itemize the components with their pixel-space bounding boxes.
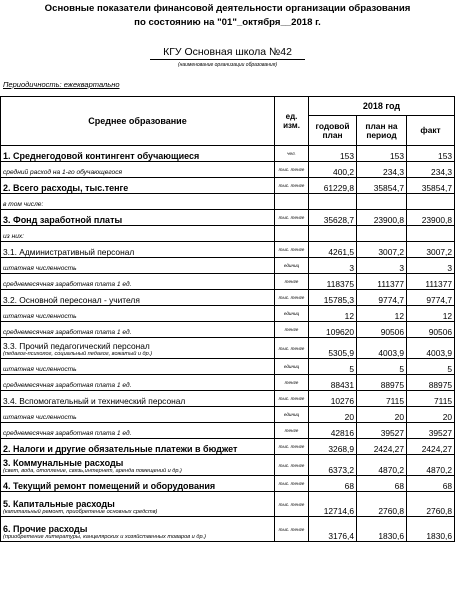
row-label-cell	[1, 492, 275, 517]
table-row	[1, 290, 455, 306]
row-label: штатная численность	[3, 414, 77, 421]
row-fact-value: 4003,9	[407, 338, 455, 359]
table-row	[1, 517, 455, 542]
row-plan-value: 400,2	[309, 162, 357, 178]
row-fact-value: 20	[407, 407, 455, 423]
table-row	[1, 274, 455, 290]
table-row	[1, 322, 455, 338]
row-label: среднемесячная заработная плата 1 ед.	[3, 430, 132, 437]
table-row	[1, 242, 455, 258]
row-plan-value: 6373,2	[309, 455, 357, 476]
row-plan-value: 3176,4	[309, 517, 357, 542]
row-plan-value: 118375	[309, 274, 357, 290]
row-label-cell	[1, 210, 275, 226]
header-unit-column: ед. изм.	[275, 97, 309, 146]
row-fact-value: 68	[407, 476, 455, 492]
row-period-value: 2760,8	[357, 492, 407, 517]
row-unit: тыс. тенге	[275, 178, 309, 194]
table-row	[1, 375, 455, 391]
row-period-value: 2424,27	[357, 439, 407, 455]
table-row	[1, 258, 455, 274]
table-row	[1, 359, 455, 375]
row-unit: тыс. тенге	[275, 517, 309, 542]
row-label-cell	[1, 407, 275, 423]
row-period-value: 39527	[357, 423, 407, 439]
row-label-cell	[1, 455, 275, 476]
row-label: 3.1. Административный персонал	[3, 247, 135, 257]
row-unit: тыс. тенге	[275, 492, 309, 517]
row-label: 4. Текущий ремонт помещений и оборудования	[3, 481, 216, 491]
row-fact-value: 1830,6	[407, 517, 455, 542]
row-period-value	[357, 194, 407, 210]
row-period-value: 90506	[357, 322, 407, 338]
table-row	[1, 407, 455, 423]
table-row	[1, 146, 455, 162]
row-label: средний расход на 1-го обучающегося	[3, 169, 123, 176]
table-row	[1, 210, 455, 226]
row-label: в том числе:	[3, 201, 44, 208]
row-period-value: 23900,8	[357, 210, 407, 226]
row-label: 5. Капитальные расходы	[3, 499, 115, 509]
row-label: 1. Среднегодовой контингент обучающиеся	[3, 151, 200, 161]
row-fact-value	[407, 194, 455, 210]
header-label-column: Среднее образование	[1, 97, 275, 146]
row-label-cell	[1, 423, 275, 439]
row-plan-value: 61229,8	[309, 178, 357, 194]
row-label-cell	[1, 242, 275, 258]
row-plan-value: 5	[309, 359, 357, 375]
row-period-value: 1830,6	[357, 517, 407, 542]
header-period-plan: план на период	[357, 116, 407, 146]
row-label-cell	[1, 359, 275, 375]
row-fact-value: 88975	[407, 375, 455, 391]
row-unit: тенге	[275, 274, 309, 290]
row-label-cell	[1, 274, 275, 290]
row-label: среднемесячная заработная плата 1 ед.	[3, 382, 132, 389]
row-fact-value: 2424,27	[407, 439, 455, 455]
row-period-value: 3007,2	[357, 242, 407, 258]
table-row	[1, 226, 455, 242]
row-fact-value: 5	[407, 359, 455, 375]
row-label: 3.3. Прочий педагогический персонал	[3, 341, 150, 351]
organization-underline	[150, 59, 305, 60]
row-unit: тыс. тенге	[275, 391, 309, 407]
row-fact-value: 90506	[407, 322, 455, 338]
row-label-cell	[1, 338, 275, 359]
row-label: 3. Коммунальные расходы	[3, 458, 124, 468]
organization-name: КГУ Основная школа №42	[163, 46, 292, 58]
row-period-value: 20	[357, 407, 407, 423]
row-sublabel: (свет, вода, отопление, связь,интернет, арендa помещений и др.)	[3, 468, 182, 474]
row-period-value: 234,3	[357, 162, 407, 178]
periodicity-label: Периодичность: ежеквартально	[3, 80, 120, 89]
row-label-cell	[1, 194, 275, 210]
row-plan-value: 109620	[309, 322, 357, 338]
row-period-value: 4870,2	[357, 455, 407, 476]
row-plan-value: 153	[309, 146, 357, 162]
row-unit: тенге	[275, 423, 309, 439]
row-label: 3.2. Основной пересонал - учителя	[3, 295, 140, 305]
row-unit: тыс. тенге	[275, 455, 309, 476]
row-period-value: 3	[357, 258, 407, 274]
row-label-cell	[1, 290, 275, 306]
row-fact-value: 234,3	[407, 162, 455, 178]
row-label: 2. Налоги и другие обязательные платежи в бюджет	[3, 444, 238, 454]
organization-caption: (наименование организации образования)	[177, 62, 278, 68]
row-label-cell	[1, 162, 275, 178]
row-unit	[275, 194, 309, 210]
row-unit: единиц	[275, 407, 309, 423]
row-label-cell	[1, 258, 275, 274]
row-plan-value: 35628,7	[309, 210, 357, 226]
row-unit	[275, 226, 309, 242]
row-unit: тыс. тенге	[275, 439, 309, 455]
row-unit: единиц	[275, 258, 309, 274]
row-label: среднемесячная заработная плата 1 ед.	[3, 281, 132, 288]
row-label-cell	[1, 391, 275, 407]
row-fact-value: 12	[407, 306, 455, 322]
header-year: 2018 год	[309, 97, 455, 116]
row-label-cell	[1, 476, 275, 492]
row-unit: тыс. тенге	[275, 162, 309, 178]
row-period-value: 9774,7	[357, 290, 407, 306]
row-label: среднемесячная заработная плата 1 ед.	[3, 329, 132, 336]
report-date: по состоянию на "01"_октября__2018 г.	[134, 17, 321, 28]
row-period-value	[357, 226, 407, 242]
table-row	[1, 178, 455, 194]
row-period-value: 88975	[357, 375, 407, 391]
report-title: Основные показатели финансовой деятельности организации образования	[44, 3, 411, 14]
row-fact-value: 111377	[407, 274, 455, 290]
row-plan-value: 12714,6	[309, 492, 357, 517]
row-fact-value: 23900,8	[407, 210, 455, 226]
row-plan-value: 10276	[309, 391, 357, 407]
row-label-cell	[1, 439, 275, 455]
row-plan-value	[309, 194, 357, 210]
row-unit: тыс. тенге	[275, 476, 309, 492]
header-annual-plan: годовой план	[309, 116, 357, 146]
row-label-cell	[1, 517, 275, 542]
row-fact-value: 9774,7	[407, 290, 455, 306]
row-period-value: 4003,9	[357, 338, 407, 359]
row-label: 6. Прочие расходы	[3, 524, 88, 534]
row-period-value: 68	[357, 476, 407, 492]
row-period-value: 12	[357, 306, 407, 322]
row-label: штатная численность	[3, 313, 77, 320]
row-label-cell	[1, 306, 275, 322]
row-plan-value: 15785,3	[309, 290, 357, 306]
row-unit: тыс. тенге	[275, 338, 309, 359]
row-label-cell	[1, 146, 275, 162]
row-label-cell	[1, 322, 275, 338]
table-row	[1, 306, 455, 322]
financial-indicators-table	[0, 96, 455, 542]
table-row	[1, 162, 455, 178]
table-row	[1, 439, 455, 455]
row-label: 2. Всего расходы, тыс.тенге	[3, 183, 129, 193]
table-row	[1, 338, 455, 359]
row-sublabel: (приобретение литературы, канцелярских и хозяйственных товаров и др.)	[3, 534, 206, 540]
row-period-value: 7115	[357, 391, 407, 407]
row-fact-value: 39527	[407, 423, 455, 439]
table-row	[1, 194, 455, 210]
row-fact-value: 35854,7	[407, 178, 455, 194]
table-body	[1, 146, 455, 542]
row-unit: тыс. тенге	[275, 210, 309, 226]
table-row	[1, 455, 455, 476]
row-label-cell	[1, 178, 275, 194]
row-label-cell	[1, 375, 275, 391]
table-row	[1, 476, 455, 492]
row-sublabel: (педагог-психолог, социальный педагог, вожатый и др.)	[3, 351, 153, 357]
row-fact-value: 7115	[407, 391, 455, 407]
row-unit: тенге	[275, 322, 309, 338]
row-label: штатная численность	[3, 366, 77, 373]
row-period-value: 111377	[357, 274, 407, 290]
row-plan-value	[309, 226, 357, 242]
row-period-value: 153	[357, 146, 407, 162]
row-fact-value	[407, 226, 455, 242]
row-sublabel: (капитальный ремонт, приобретение основных средств)	[3, 509, 158, 515]
row-plan-value: 5305,9	[309, 338, 357, 359]
row-unit: тыс. тенге	[275, 242, 309, 258]
row-label: штатная численность	[3, 265, 77, 272]
row-fact-value: 2760,8	[407, 492, 455, 517]
table-row	[1, 423, 455, 439]
row-fact-value: 4870,2	[407, 455, 455, 476]
row-plan-value: 20	[309, 407, 357, 423]
table-row	[1, 391, 455, 407]
row-unit: тыс. тенге	[275, 290, 309, 306]
row-plan-value: 42816	[309, 423, 357, 439]
row-fact-value: 3	[407, 258, 455, 274]
row-fact-value: 3007,2	[407, 242, 455, 258]
row-unit: единиц	[275, 306, 309, 322]
row-period-value: 5	[357, 359, 407, 375]
row-label: 3.4. Вспомогательный и технический персонал	[3, 396, 186, 406]
row-plan-value: 68	[309, 476, 357, 492]
header-fact: факт	[407, 116, 455, 146]
table-row	[1, 492, 455, 517]
row-label: из них:	[3, 233, 24, 240]
row-label: 3. Фонд заработной платы	[3, 215, 123, 225]
row-plan-value: 4261,5	[309, 242, 357, 258]
row-fact-value: 153	[407, 146, 455, 162]
row-plan-value: 3268,9	[309, 439, 357, 455]
row-label-cell	[1, 226, 275, 242]
row-unit: единиц	[275, 359, 309, 375]
row-period-value: 35854,7	[357, 178, 407, 194]
row-plan-value: 88431	[309, 375, 357, 391]
row-plan-value: 12	[309, 306, 357, 322]
row-unit: чел.	[275, 146, 309, 162]
row-unit: тенге	[275, 375, 309, 391]
row-plan-value: 3	[309, 258, 357, 274]
